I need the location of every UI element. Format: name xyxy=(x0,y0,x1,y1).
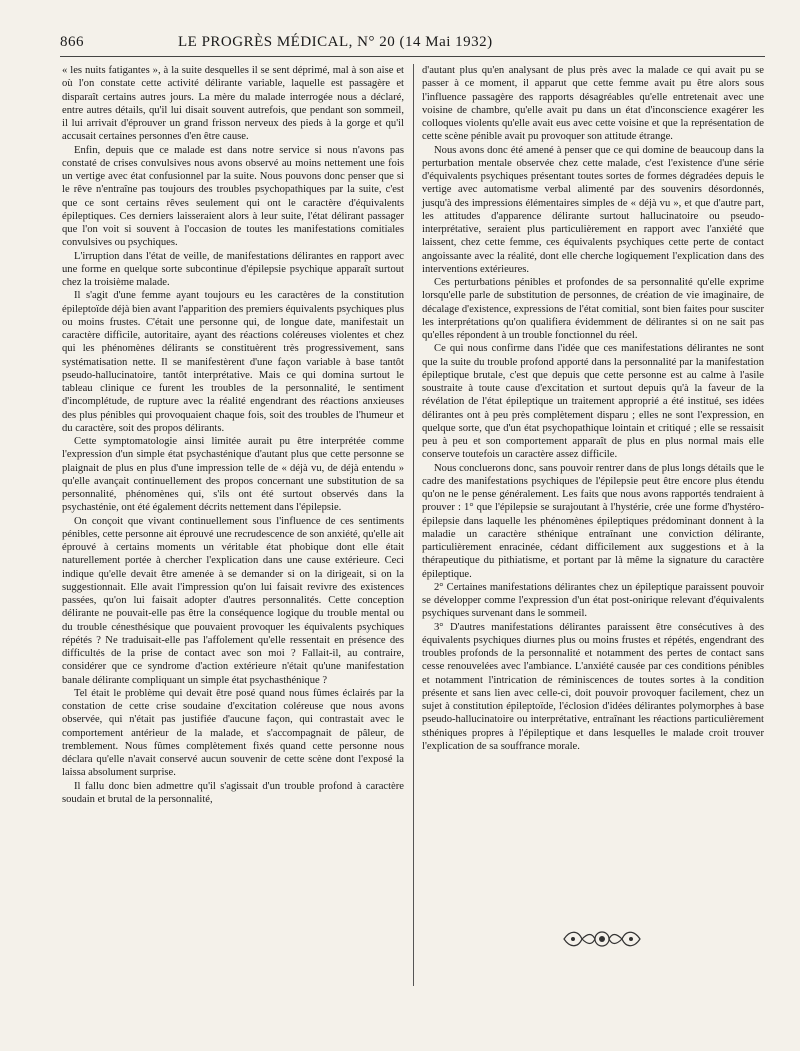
paragraph: Enfin, depuis que ce malade est dans notre service si nous n'avons pas constaté de crises convulsives nous avons observé au moins nettement une fois un vertige avec état confusionnel par la suite. Nous pouvons donc penser que si le rêve n'entraîne pas toujours des troubles psychopathiques par la suite, c'est que ce sont certains rêves seulement qui ont le caractère d'équivalents épileptiques. Ces derniers laisseraient alors à leur suite, l'état délirant passager que l'on voit si souvent à l'occasion de toutes les manifestations comitiales convulsives ou psychiques. xyxy=(62,144,404,249)
paragraph: « les nuits fatigantes », à la suite desquelles il se sent déprimé, mal à son aise et où l'on constate cette activité délirante variable, laquelle est passagère et disparaît certains autres jours. La mère du malade interrogée nous a déclaré, entre autres détails, qu'il lui disait souvent autrefois, que pendant son sommeil, il lui arrivait d'éprouver un grand frisson nerveux des pieds à la gorge et qu'il accusait certaines personnes d'en être cause. xyxy=(62,65,404,143)
paragraph: Tel était le problème qui devait être posé quand nous fûmes éclairés par la constation de cette crise soudaine d'excitation coléreuse que nous avons observée, qui n'était pas justifiée d'aucune façon, qui contrastait avec le comportement antérieur de la malade, et s'accompagnait de pâleur, de tremblement. Nous fûmes complètement fixés quand cette personne nous déclara qu'elle n'avait conservé aucun souvenir de cette scène dont l'exposé la laissa absolument surprise. xyxy=(62,687,404,779)
paragraph: Nous avons donc été amené à penser que ce qui domine de beaucoup dans la perturbation mentale observée chez cette malade, c'est l'existence d'une série d'équivalents psychiques présentant toutes sortes de formes dégradées depuis le vertige avec automatisme verbal alimenté par des souvenirs désordonnés, jusqu'à des impressions élémentaires simples de « déjà vu », et que d'autre part, les attitudes d'apparence délirante surtout hallucinatoire ou pseudo-interprétative, seraient plus particulièrement en rapport avec l'anxiété que laissent, chez cette femme, ces équivalents psychiques cette perte de contact angoissante avec la réalité, dont elle cherche logiquement l'explication dans des interventions extérieures. xyxy=(422,144,764,275)
paragraph: Nous concluerons donc, sans pouvoir rentrer dans de plus longs détails que le cadre des manifestations psychiques de l'épilepsie peut être encore plus étendu qu'on ne le pense généralement. Les faits que nous avons rapportés tendraient à prouver : 1° que l'épilepsie se surajoutant à l'hystérie, crée une forme d'hystéro-épilepsie dans laquelle les phénomènes épileptiques prédominant donnent à la maladie un caractère sthénique entraînant une conviction délirante, particulièrement enracinée, cédant difficilement aux suggestions et à la thérapeutique du pithiatisme, et portant par là même la signature du caractère épileptique. xyxy=(422,462,764,580)
paragraph: 3° D'autres manifestations délirantes paraissent être consécutives à des équivalents psychiques diurnes plus ou moins frustes et répétés, engendrant des troubles profonds de la personnalité et notamment des pertes de contact sans cesse renouvelées avec l'ambiance. L'anxiété causée par ces conditions pénibles et notamment l'intrication de réminiscences de toutes sortes à la condition présente et sans lien avec celle-ci, doit pouvoir provoquer facilement, chez un sujet à constitution épileptoïde, l'éclosion d'idées délirantes polymorphes à base pseudo-hallucinatoire ou interprétative, entraînant les réactions particulièrement sthéniques propres à l'épileptique et dans lesquelles le malade croit trouver l'explication de sa souffrance morale. xyxy=(422,621,764,752)
end-ornament-icon xyxy=(560,928,644,950)
paragraph: d'autant plus qu'en analysant de plus près avec la malade ce qui avait pu se passer à ce moment, il apparut que cette femme avait pu être alors sous l'influence passagère des rapports désagréables qu'elle entretenait avec une voisine de chambre, qu'elle avait pu dans un état d'inconscience exagérer les colloques violents qu'elle avait eus avec cette voisine et que la représentation de cette scène pénible avait pu provoquer son attitude étrange. xyxy=(422,65,764,143)
right-column xyxy=(422,64,764,753)
paragraph: Ces perturbations pénibles et profondes de sa personnalité qu'elle exprime lorsqu'elle parle de substitution de personnes, de création de vie imaginaire, de décalage d'existence, expressions de l'état comitial, sont bien faites pour susciter les interprétations qu'on qualifiera évidemment de délirantes si on ne sait pas qu'elles répondent à un trouble fonctionnel du réel. xyxy=(422,277,764,341)
running-header xyxy=(60,30,765,57)
paragraph: L'irruption dans l'état de veille, de manifestations délirantes en rapport avec une forme en quelque sorte subcontinue d'épilepsie psychique apparaît surtout chez la troisième malade. xyxy=(62,250,404,288)
paragraph: Il s'agit d'une femme ayant toujours eu les caractères de la constitution épileptoïde déjà bien avant l'apparition des premiers équivalents psychiques plus ou moins frustes. C'était une personne qui, de longue date, manifestait un caractère difficile, autoritaire, ayant des réactions coléreuses violentes et chez qui les phénomènes délirants se constituèrent très progressivement, sans systématisation nette. Il se manifestèrent d'une façon variable à base tantôt pseudo-hallucinatoire, tantôt interprétative. Mais ce qui domina surtout le tableau clinique ce furent les troubles de la personnalité, le sentiment d'incomplétude, de rupture avec la réalité engendrant des réactions anxieuses des plus pénibles qui provoquaient chaque fois, soit des troubles de l'humeur et du caractère, soit des propos délirants. xyxy=(62,290,404,434)
column-divider xyxy=(413,64,414,986)
journal-title: LE PROGRÈS MÉDICAL, N° 20 (14 Mai 1932) xyxy=(178,34,493,50)
paragraph: Cette symptomatologie ainsi limitée aurait pu être interprétée comme l'expression d'un simple état psychasténique d'autant plus que cette personne se plaignait de plus en plus d'une impression telle de « déjà vu, de déjà entendu » qu'elle avançait continuellement des propos concernant une substitution de sa personnalité, phénomènes qui, s'ils ont été surtout observés dans la psychasténie, ont été également décrits nettement dans l'épilepsie. xyxy=(62,436,404,514)
left-column xyxy=(62,64,404,806)
paragraph: Il fallu donc bien admettre qu'il s'agissait d'un trouble profond à caractère soudain et brutal de la personnalité, xyxy=(62,780,404,805)
paragraph: On conçoit que vivant continuellement sous l'influence de ces sentiments pénibles, cette personne ait éprouvé une recrudescence de son anxiété, qu'elle ait éprouvé à certains moments un véritable état phobique dont elle était naturellement portée à chercher l'explication dans une cause extérieure. Ceci indique qu'elle devait être amenée à se demander si on la dirigeait, si on la suggestionnait. Elle avait l'impression qu'on lui faisait revivre des existences passées, qu'on lui faisait adopter d'autres personnalités. Cette conception délirante ne pouvait-elle pas être la conséquence logique du trouble mental ou du trouble cénesthésique que pouvaient provoquer les équivalents psychiques répétés ? Ne traduisait-elle pas l'affolement qu'elle ressentait en présence des difficultés de la prise de contact avec son moi ? Fallait-il, au contraire, considérer que ce syndrome d'action extérieure n'était qu'une manifestation banale délirante compliquant un simple état psychasthénique ? xyxy=(62,515,404,686)
page-number: 866 xyxy=(60,34,84,50)
paragraph: 2° Certaines manifestations délirantes chez un épileptique paraissent pouvoir se développer comme l'expression d'un état post-onirique relevant d'équivalents psychiques survenant dans le sommeil. xyxy=(422,581,764,620)
paragraph: Ce qui nous confirme dans l'idée que ces manifestations délirantes ne sont que la suite du trouble profond apporté dans la personnalité par la manifestation épileptique brutale, c'est que depuis que cette personne est au calme à l'asile soustraite à toute cause d'excitation et surtout depuis qu'à la faveur de la révélation de l'état épileptique un traitement approprié a été institué, ses idées délirantes ont à peu près complètement disparu ; elles ne sont l'expression, en quelque sorte, que d'un état psychopathique lointain et critiqué ; elle se ressaisit peu à peu et son comportement apparaît de plus en plus normal mais elle conserve toutefois un caractère assez difficile. xyxy=(422,343,764,461)
